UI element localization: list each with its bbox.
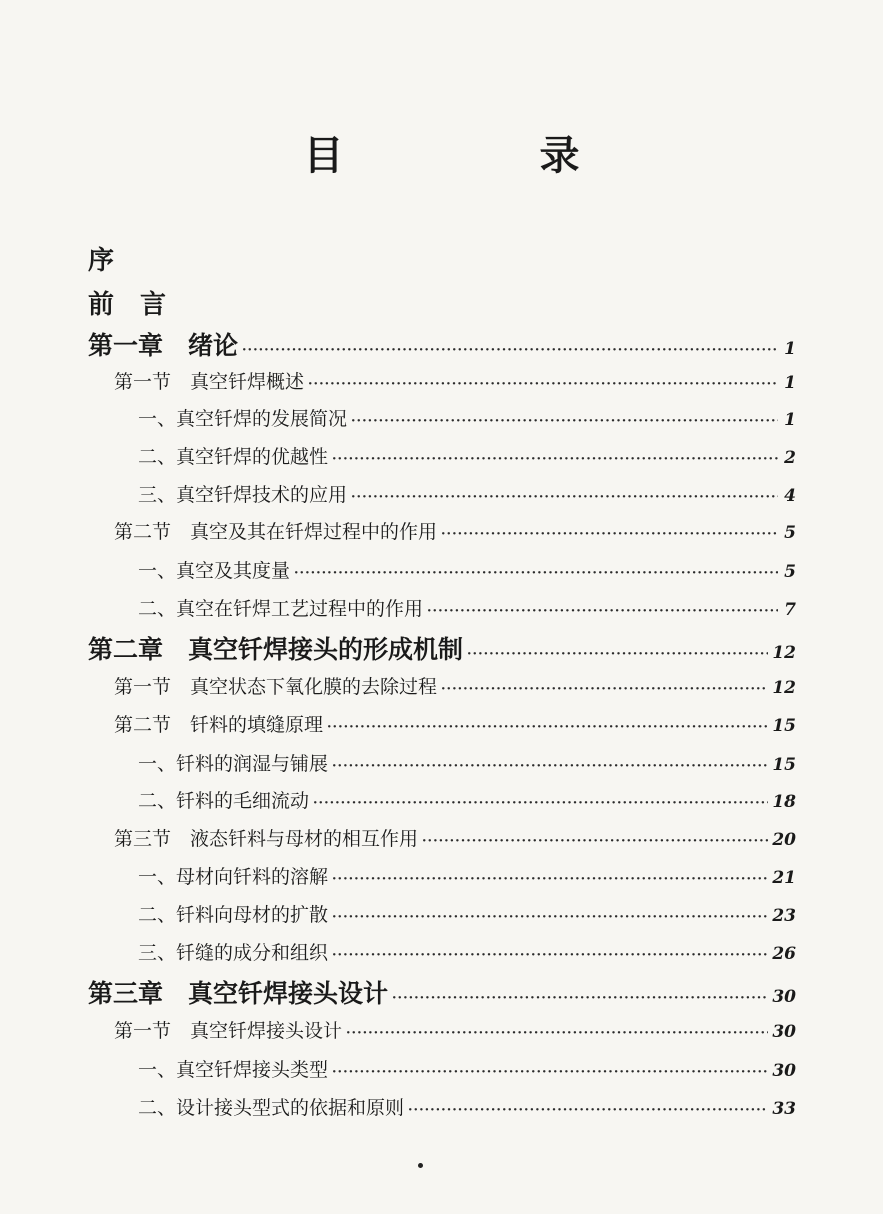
toc-entry-item bbox=[138, 480, 796, 507]
toc-entry-label: 第二节 钎料的填缝原理 bbox=[114, 714, 324, 736]
toc-entry-label: 三、钎缝的成分和组织 bbox=[138, 942, 329, 964]
leader-dots bbox=[441, 527, 778, 542]
scan-speck bbox=[418, 1163, 423, 1168]
toc-entry-label: 二、设计接头型式的依据和原则 bbox=[138, 1097, 405, 1119]
toc-entry-label: 三、真空钎焊技术的应用 bbox=[138, 484, 348, 506]
leader-dots bbox=[351, 490, 778, 505]
leader-dots bbox=[422, 834, 768, 849]
toc-entry-page: 30 bbox=[772, 1022, 796, 1042]
leader-dots bbox=[332, 872, 768, 887]
toc-entry-page: 1 bbox=[784, 339, 796, 359]
toc-entry-item bbox=[138, 442, 796, 469]
leader-dots bbox=[313, 796, 768, 811]
leader-dots bbox=[327, 720, 768, 735]
toc-entry-page: 12 bbox=[772, 643, 796, 663]
toc-entry-label: 二、钎料向母材的扩散 bbox=[138, 904, 329, 926]
toc-entry-page: 7 bbox=[784, 600, 796, 620]
toc-entry-label: 第二章 真空钎焊接头的形成机制 bbox=[88, 635, 464, 664]
leader-dots bbox=[427, 604, 778, 619]
toc-entry-page: 30 bbox=[772, 1061, 796, 1081]
toc-entry-label: 第一章 绪论 bbox=[88, 331, 239, 360]
toc-entry-section bbox=[114, 517, 796, 544]
leader-dots bbox=[346, 1026, 768, 1041]
toc-entry-item bbox=[138, 938, 796, 965]
toc-entry-label: 一、真空钎焊接头类型 bbox=[138, 1059, 329, 1081]
toc-entry-section bbox=[114, 824, 796, 851]
toc-entry-label: 二、真空钎焊的优越性 bbox=[138, 446, 329, 468]
toc-entry-label: 一、母材向钎料的溶解 bbox=[138, 866, 329, 888]
toc-entry-label: 前 言 bbox=[88, 290, 167, 320]
toc-entry-chapter-1 bbox=[88, 326, 796, 362]
toc-entry-page: 2 bbox=[784, 448, 796, 468]
toc-entry-item bbox=[138, 594, 796, 621]
toc-entry-label: 二、真空在钎焊工艺过程中的作用 bbox=[138, 598, 424, 620]
toc-entry-label: 一、钎料的润湿与铺展 bbox=[138, 753, 329, 775]
toc-entry-label: 第三节 液态钎料与母材的相互作用 bbox=[114, 828, 419, 850]
leader-dots bbox=[441, 682, 768, 697]
toc-entry-label: 第一节 真空钎焊接头设计 bbox=[114, 1020, 343, 1042]
toc-entry-page: 18 bbox=[772, 792, 796, 812]
leader-dots bbox=[332, 1065, 768, 1080]
toc-entry-chapter-3 bbox=[88, 974, 796, 1010]
leader-dots bbox=[408, 1103, 768, 1118]
leader-dots bbox=[294, 566, 778, 581]
leader-dots bbox=[308, 377, 778, 392]
toc-entry-page: 5 bbox=[784, 562, 796, 582]
leader-dots bbox=[392, 991, 768, 1006]
toc-entry-page: 21 bbox=[772, 868, 796, 888]
toc-entry-item bbox=[138, 556, 796, 583]
toc-entry-label: 第二节 真空及其在钎焊过程中的作用 bbox=[114, 521, 438, 543]
page-title: 目 录 bbox=[303, 132, 658, 179]
toc-entry-item bbox=[138, 1055, 796, 1082]
leader-dots bbox=[332, 759, 768, 774]
toc-entry-label: 第一节 真空钎焊概述 bbox=[114, 371, 305, 393]
toc-entry-page: 5 bbox=[784, 523, 796, 543]
toc-entry-item bbox=[138, 786, 796, 813]
leader-dots bbox=[242, 343, 778, 358]
toc-entry-page: 15 bbox=[772, 716, 796, 736]
toc-entry-page: 20 bbox=[772, 830, 796, 850]
toc-entry-section bbox=[114, 710, 796, 737]
toc-entry-page: 23 bbox=[772, 906, 796, 926]
toc-entry-section bbox=[114, 367, 796, 394]
toc-entry-label: 第一节 真空状态下氧化膜的去除过程 bbox=[114, 676, 438, 698]
toc-entry-label: 序 bbox=[88, 246, 115, 276]
leader-dots bbox=[351, 414, 778, 429]
toc-entry-label: 一、真空钎焊的发展简况 bbox=[138, 408, 348, 430]
toc-entry-label: 一、真空及其度量 bbox=[138, 560, 291, 582]
toc-entry-preface bbox=[88, 240, 796, 277]
toc-entry-page: 4 bbox=[784, 486, 796, 506]
toc-entry-label: 二、钎料的毛细流动 bbox=[138, 790, 310, 812]
toc-entry-item bbox=[138, 749, 796, 776]
leader-dots bbox=[332, 948, 768, 963]
toc-entry-foreword bbox=[88, 284, 796, 321]
toc-entry-item bbox=[138, 900, 796, 927]
toc-entry-page: 1 bbox=[784, 410, 796, 430]
leader-dots bbox=[332, 452, 778, 467]
toc-entry-label: 第三章 真空钎焊接头设计 bbox=[88, 979, 389, 1008]
toc-entry-page: 12 bbox=[772, 678, 796, 698]
toc-entry-section bbox=[114, 672, 796, 699]
toc-entry-page: 33 bbox=[772, 1099, 796, 1119]
toc-entry-item bbox=[138, 404, 796, 431]
toc-entry-item bbox=[138, 862, 796, 889]
toc-entry-page: 15 bbox=[772, 755, 796, 775]
leader-dots bbox=[332, 910, 768, 925]
toc-entry-chapter-2 bbox=[88, 630, 796, 666]
toc-entry-item bbox=[138, 1093, 796, 1120]
toc-entry-page: 1 bbox=[784, 373, 796, 393]
toc-entry-page: 26 bbox=[772, 944, 796, 964]
leader-dots bbox=[467, 647, 768, 662]
toc-entry-page: 30 bbox=[772, 987, 796, 1007]
toc-entry-section bbox=[114, 1016, 796, 1043]
